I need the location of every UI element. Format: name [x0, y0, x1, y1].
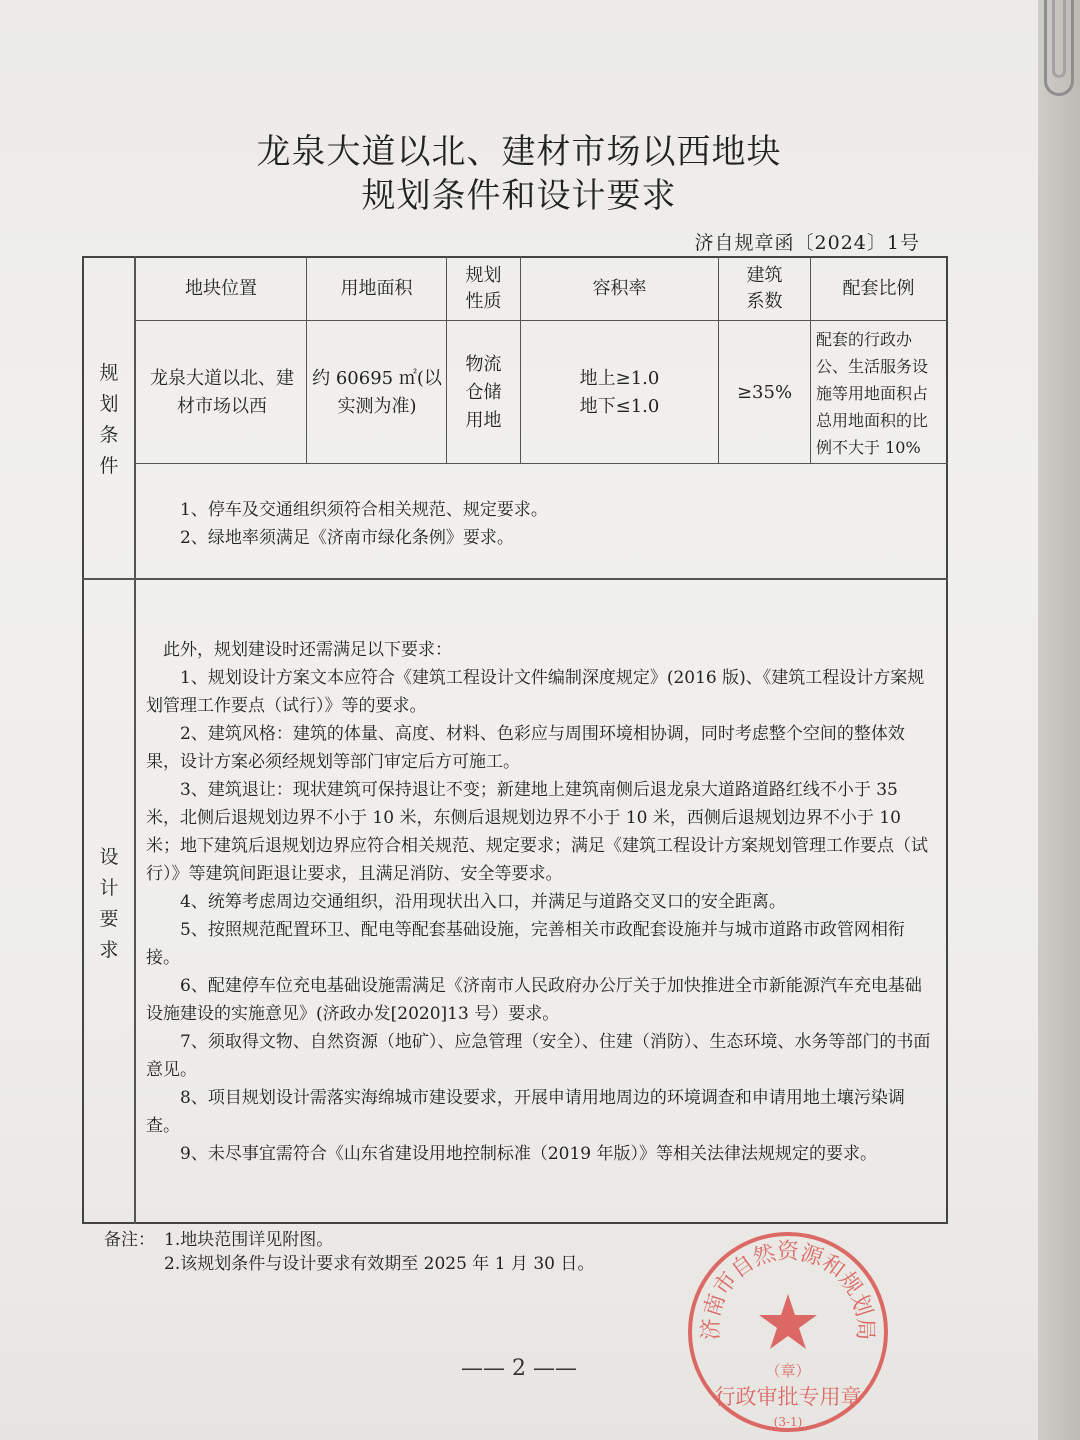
paper-clip-inner — [1052, 0, 1066, 78]
header-density: 建筑 系数 — [746, 265, 783, 312]
note-item-1: 1.地块范围详见附图。 — [164, 1230, 334, 1250]
header-far: 容积率 — [592, 278, 647, 299]
cell-area: 约 60695 ㎡(以实测为准) — [312, 367, 442, 417]
seal-star-icon — [759, 1294, 817, 1349]
header-ratio: 配套比例 — [842, 278, 915, 299]
page-number: —— 2 —— — [461, 1356, 577, 1381]
requirement-item: 4、统筹考虑周边交通组织，沿用现状出入口，并满足与道路交叉口的安全距离。 — [180, 892, 786, 912]
cell-ratio: 配套的行政办公、生活服务设施等用地面积占总用地面积的比例不大于 10% — [816, 330, 929, 457]
table-vline-label — [134, 256, 136, 1224]
section-label-planning: 规 划 条 件 — [99, 362, 119, 477]
document-number: 济自规章函〔2024〕1号 — [694, 232, 920, 254]
official-seal — [682, 1226, 894, 1438]
design-requirements — [146, 636, 936, 1168]
requirements-intro: 此外，规划建设时还需满足以下要求： — [163, 640, 452, 660]
page-edge — [1038, 0, 1080, 1440]
seal-bottom-text: 行政审批专用章 — [714, 1385, 862, 1409]
cell-density: ≥35% — [736, 381, 793, 403]
requirement-item: 8、项目规划设计需落实海绵城市建设要求，开展申请用地周边的环境调查和申请用地土壤污染调查。 — [146, 1088, 905, 1136]
requirement-item: 2、建筑风格：建筑的体量、高度、材料、色彩应与周围环境相协调，同时考虑整个空间的整体效果，设计方案必须经规划等部门审定后方可施工。 — [146, 724, 905, 772]
requirement-item: 7、须取得文物、自然资源（地矿）、应急管理（安全）、住建（消防）、生态环境、水务等部门的书面意见。 — [146, 1032, 931, 1080]
section-label-design: 设 计 要 求 — [99, 846, 119, 961]
condition-item: 2、绿地率须满足《济南市绿化条例》要求。 — [180, 528, 514, 548]
cell-location: 龙泉大道以北、建材市场以西 — [150, 367, 294, 417]
seal-center-text: （章） — [765, 1362, 811, 1380]
table-hline-section — [82, 578, 948, 580]
cell-nature: 物流 仓储 用地 — [465, 353, 502, 431]
notes-label: 备注： — [104, 1230, 155, 1250]
requirement-item: 3、建筑退让：现状建筑可保持退让不变；新建地上建筑南侧后退龙泉大道路道路红线不小于 35 米，北侧后退规划边界不小于 10 米，东侧后退规划边界不小于 10 米，西侧后退规划边界不小于 10 米；地下建筑后退规划边界应符合相关规范、规定要求；满足《建筑工程设计方案规划管理工作要点（试行）》等建筑间距退让要求，且满足消防、安全等要求。 — [146, 780, 928, 884]
document-title-line2: 规划条件和设计要求 — [361, 176, 677, 216]
condition-item: 1、停车及交通组织须符合相关规范、规定要求。 — [180, 500, 548, 520]
requirement-item: 5、按照规范配置环卫、配电等配套基础设施，完善相关市政配套设施并与城市道路市政管网相衔接。 — [146, 920, 905, 968]
table-hline-row — [134, 463, 948, 464]
header-nature: 规划 性质 — [465, 265, 502, 312]
seal-ring-text: 济南市自然资源和规划局 — [698, 1239, 878, 1341]
conditions-list — [146, 496, 936, 552]
note-item-2: 2.该规划条件与设计要求有效期至 2025 年 1 月 30 日。 — [164, 1254, 595, 1274]
requirement-item: 9、未尽事宜需符合《山东省建设用地控制标准（2019 年版）》等相关法律法规规定的要求。 — [180, 1144, 877, 1164]
seal-serial: (3-1) — [773, 1415, 803, 1429]
header-area: 用地面积 — [340, 278, 413, 299]
table-hline-header — [134, 320, 948, 321]
document-title-line1: 龙泉大道以北、建材市场以西地块 — [256, 132, 782, 172]
cell-far: 地上≥1.0 地下≤1.0 — [579, 367, 660, 417]
requirement-item: 1、规划设计方案文本应符合《建筑工程设计文件编制深度规定》(2016 版)、《建筑工程设计方案规划管理工作要点（试行）》等的要求。 — [146, 668, 925, 716]
requirement-item: 6、配建停车位充电基础设施需满足《济南市人民政府办公厅关于加快推进全市新能源汽车充电基础设施建设的实施意见》(济政办发[2020]13 号）要求。 — [146, 976, 922, 1024]
header-location: 地块位置 — [185, 278, 257, 299]
